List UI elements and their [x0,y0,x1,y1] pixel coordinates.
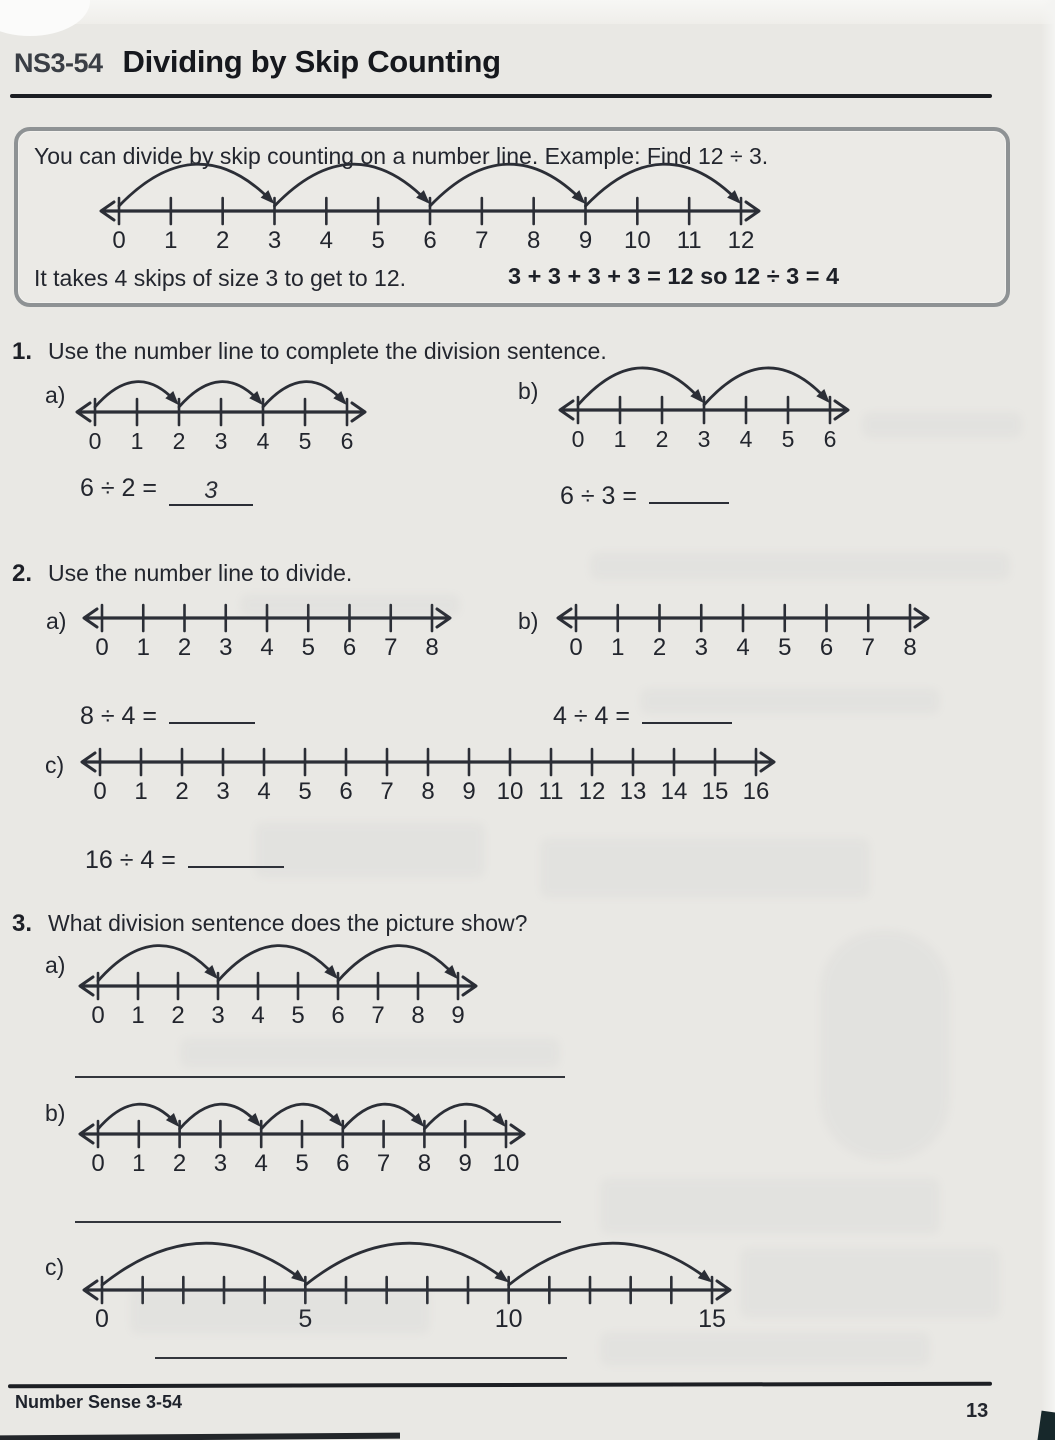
bleed-through-ghost [740,1248,1000,1318]
svg-text:2: 2 [175,778,189,805]
svg-text:6: 6 [423,227,437,254]
part-label-3a: a) [45,952,66,978]
svg-text:4: 4 [256,428,270,454]
svg-text:5: 5 [295,1150,309,1177]
svg-text:3: 3 [214,428,228,454]
equation-text: 6 ÷ 3 = [560,482,637,510]
svg-text:7: 7 [384,634,398,661]
number-line [72,1234,742,1336]
svg-text:1: 1 [164,227,178,254]
svg-text:11: 11 [676,227,702,254]
answer-blank-2b [642,694,732,724]
svg-text:1: 1 [132,1150,146,1177]
header-rule [10,94,992,98]
svg-text:7: 7 [475,227,489,254]
svg-text:8: 8 [903,634,917,661]
svg-text:10: 10 [492,1150,520,1177]
question-prompt: Use the number line to complete the division sentence. [48,338,607,364]
svg-text:4: 4 [260,634,274,661]
svg-text:4: 4 [254,1150,268,1177]
answer-blank-1b [649,474,729,504]
number-line [548,354,860,456]
svg-text:5: 5 [371,227,385,254]
question-prompt: Use the number line to divide. [48,560,353,586]
svg-text:4: 4 [257,778,271,805]
answer-line-3c [155,1357,567,1359]
equation-1a [80,474,253,506]
scan-corner-shadow [1037,1411,1055,1440]
svg-text:4: 4 [736,634,750,661]
svg-text:0: 0 [112,227,126,254]
svg-text:6: 6 [819,634,834,661]
svg-text:1: 1 [613,426,627,452]
svg-text:5: 5 [298,428,312,454]
scan-bottom-edge [0,1433,400,1440]
question-number: 2. [12,560,33,587]
svg-text:10: 10 [496,778,524,805]
equation-text: 16 ÷ 4 = [85,846,176,874]
svg-text:16: 16 [742,778,770,805]
example-caption-left: It takes 4 skips of size 3 to get to 12. [34,265,407,291]
example-intro-text: You can divide by skip counting on a number line. Example: Find 12 ÷ 3. [34,143,769,169]
svg-text:2: 2 [172,1150,187,1177]
number-line [70,726,786,808]
part-label-1a: a) [45,382,66,408]
bleed-through-ghost [180,1038,560,1068]
svg-text:3: 3 [694,634,708,661]
svg-text:11: 11 [538,778,564,805]
svg-text:7: 7 [380,778,394,805]
answer-blank-2a [169,694,255,724]
svg-text:6: 6 [339,778,353,805]
svg-text:0: 0 [95,1305,109,1333]
svg-text:8: 8 [411,1002,425,1029]
scan-top-edge [0,0,1055,24]
svg-text:12: 12 [727,227,755,254]
part-label-2b: b) [518,608,539,634]
svg-text:5: 5 [298,1305,313,1333]
svg-text:3: 3 [213,1150,228,1177]
svg-text:8: 8 [425,634,439,661]
svg-text:3: 3 [219,634,233,661]
number-line [68,1078,536,1180]
svg-text:4: 4 [319,227,334,254]
bleed-through-ghost [820,930,950,1160]
bleed-through-ghost [600,1332,930,1366]
svg-text:1: 1 [130,428,144,454]
svg-text:1: 1 [611,634,625,661]
example-caption-right: 3 + 3 + 3 + 3 = 12 so 12 ÷ 3 = 4 [508,263,840,289]
svg-text:10: 10 [494,1305,523,1333]
number-line [89,153,771,257]
bleed-through-ghost [862,412,1022,438]
part-label-2c: c) [45,752,65,778]
svg-text:13: 13 [619,778,647,805]
footer-page-number: 13 [966,1400,989,1422]
svg-text:9: 9 [451,1002,465,1029]
bleed-through-ghost [590,552,1010,580]
svg-text:3: 3 [697,426,711,452]
svg-text:8: 8 [421,778,435,805]
lesson-code: NS3-54 [14,48,103,78]
svg-text:3: 3 [267,227,282,254]
question-number: 3. [12,910,33,937]
svg-text:0: 0 [88,428,102,454]
question-number: 1. [12,338,33,365]
page-header [14,44,501,80]
svg-text:6: 6 [336,1150,350,1177]
svg-text:0: 0 [91,1002,105,1029]
scan-right-edge [1041,0,1055,1440]
part-label-3c: c) [45,1254,65,1280]
svg-text:10: 10 [623,227,651,254]
svg-text:0: 0 [569,634,583,661]
svg-text:8: 8 [526,227,541,254]
svg-text:5: 5 [301,634,315,661]
svg-text:6: 6 [342,634,357,661]
answer-blank-2c [188,838,284,868]
number-line [546,582,940,664]
equation-text: 8 ÷ 4 = [80,702,157,730]
svg-text:15: 15 [701,778,729,805]
svg-text:2: 2 [177,634,192,661]
svg-text:2: 2 [655,426,669,452]
svg-text:6: 6 [823,426,837,452]
svg-text:3: 3 [211,1002,225,1029]
equation-2c [85,838,284,875]
question-prompt: What division sentence does the picture show? [48,910,528,936]
bleed-through-ghost [540,838,870,898]
svg-text:1: 1 [136,634,150,661]
footer-lesson-label: Number Sense 3-54 [15,1392,183,1412]
svg-text:4: 4 [251,1002,265,1029]
svg-text:7: 7 [376,1150,391,1177]
number-line [65,356,377,458]
svg-text:0: 0 [91,1150,105,1177]
equation-1b [560,474,729,511]
bleed-through-ghost [255,822,485,878]
svg-text:9: 9 [458,1150,472,1177]
svg-text:8: 8 [417,1150,432,1177]
part-label-1b: b) [518,378,539,404]
bleed-through-ghost [600,1178,940,1234]
svg-text:7: 7 [371,1002,385,1029]
svg-text:5: 5 [778,634,792,661]
svg-text:5: 5 [298,778,312,805]
scan-corner-highlight [0,0,90,36]
svg-text:1: 1 [134,778,148,805]
svg-text:15: 15 [698,1305,726,1333]
number-line [68,930,488,1032]
svg-text:2: 2 [171,1002,185,1029]
page-title: Dividing by Skip Counting [122,44,501,79]
svg-text:2: 2 [215,227,230,254]
svg-text:0: 0 [93,778,107,805]
part-label-3b: b) [45,1100,66,1126]
svg-text:0: 0 [95,634,109,661]
svg-text:9: 9 [578,227,593,254]
footer-rule [8,1382,992,1389]
svg-text:6: 6 [331,1002,345,1029]
answer-blank-1a [169,476,253,506]
equation-text: 6 ÷ 2 = [80,474,157,502]
svg-text:2: 2 [172,428,186,454]
svg-text:4: 4 [739,426,753,452]
svg-text:5: 5 [291,1002,305,1029]
part-label-2a: a) [46,608,67,634]
equation-text: 4 ÷ 4 = [553,702,630,730]
written-answer: 3 [204,477,218,504]
svg-text:7: 7 [861,634,875,661]
number-line [72,582,462,664]
svg-text:1: 1 [131,1002,145,1029]
example-box [14,127,1010,307]
answer-line-3b [75,1221,561,1223]
svg-text:2: 2 [652,634,667,661]
svg-text:0: 0 [571,426,585,452]
svg-text:12: 12 [578,778,606,805]
svg-text:9: 9 [462,778,476,805]
svg-text:14: 14 [660,778,688,805]
svg-text:3: 3 [216,778,230,805]
svg-text:6: 6 [340,428,354,454]
svg-text:5: 5 [781,426,795,452]
